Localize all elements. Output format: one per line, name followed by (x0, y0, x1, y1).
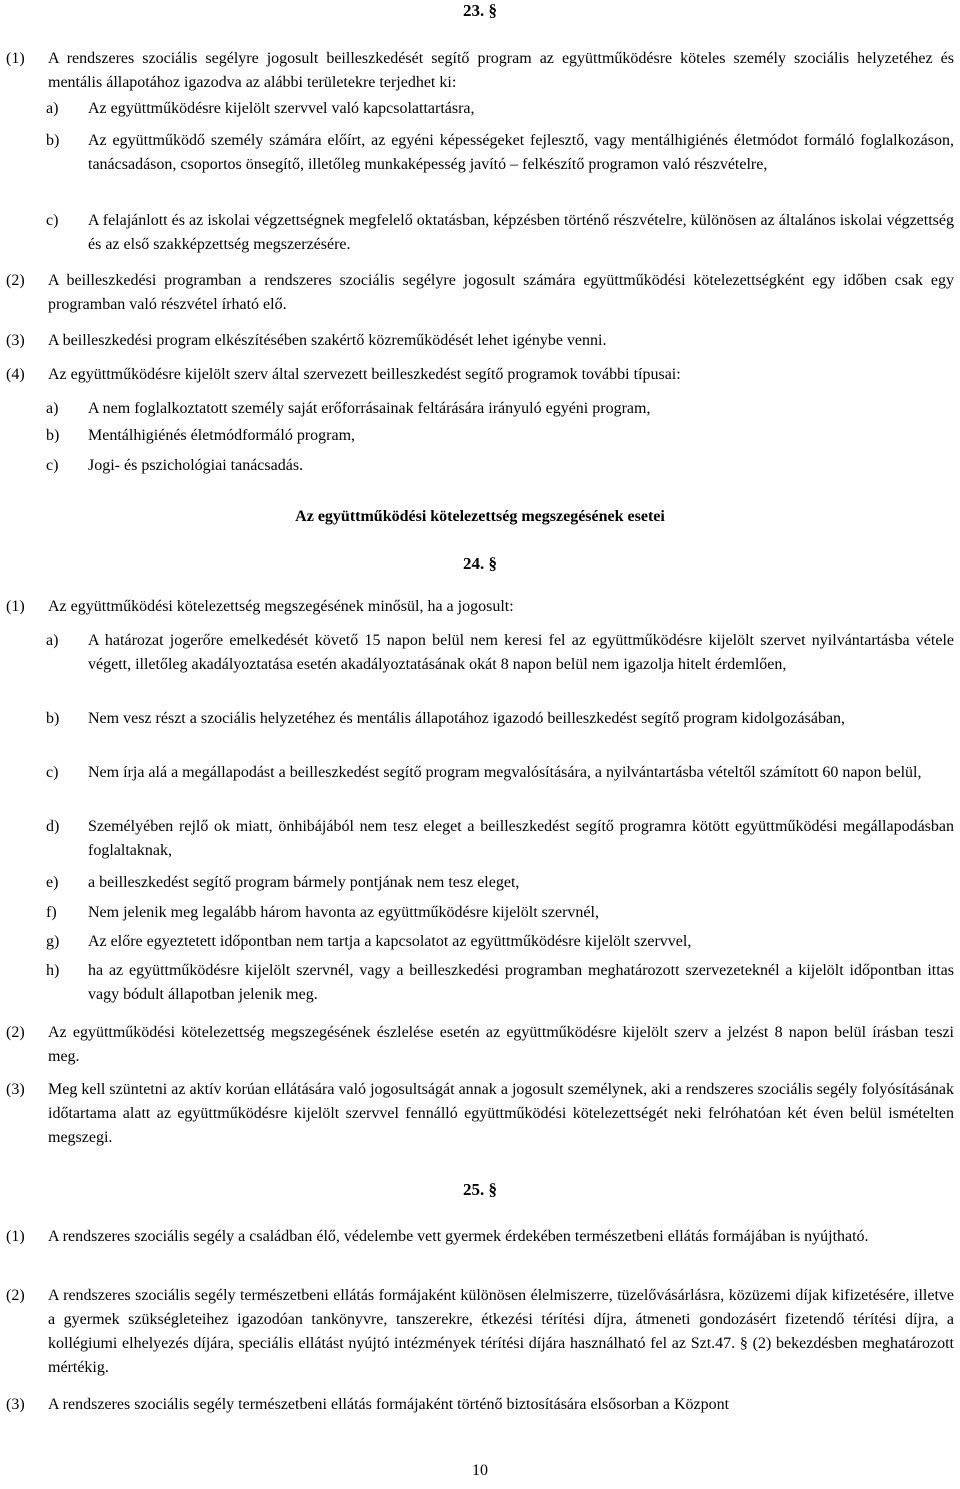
list-marker: b) (46, 427, 60, 444)
paragraph-23-3 (6, 329, 954, 353)
paragraph-marker: (4) (6, 366, 25, 383)
list-text: a beilleszkedést segítő program bármely pontjának nem tesz eleget, (88, 874, 520, 891)
paragraph-text: A rendszeres szociális segély a családban élő, védelembe vett gyermek érdekében természetbeni ellátás formájában is nyújtható. (48, 1228, 869, 1245)
list-marker: a) (46, 400, 59, 417)
list-item-23-4-a (46, 397, 954, 421)
list-text: A felajánlott és az iskolai végzettségnek megfelelő oktatásban, képzésben történő részvételre, különösen az általános iskolai végzettség és az első szakképzettség megszerzésére. (88, 212, 954, 253)
paragraph-marker: (1) (6, 50, 25, 67)
list-text: Mentálhigiénés életmódformáló program, (88, 427, 356, 444)
paragraph-marker: (2) (6, 1024, 25, 1041)
paragraph-25-1 (6, 1225, 954, 1249)
paragraph-marker: (1) (6, 1228, 25, 1245)
paragraph-23-1 (6, 47, 954, 95)
paragraph-text: A rendszeres szociális segélyre jogosult beilleszkedését segítő program az együttműködésre köteles személy szociális helyzetéhez és mentális állapotához igazodva az alábbi területekre terjedhet ki: (48, 50, 954, 91)
list-item-24-1-g (46, 930, 954, 954)
list-item-23-1-a (46, 97, 954, 121)
list-text: Személyében rejlő ok miatt, önhibájából nem tesz eleget a beilleszkedést segítő programra kötött együttműködési megállapodásban foglaltaknak, (88, 818, 954, 859)
list-text: Jogi- és pszichológiai tanácsadás. (88, 457, 304, 474)
paragraph-marker: (2) (6, 272, 25, 289)
paragraph-marker: (3) (6, 1081, 25, 1098)
list-marker: f) (46, 904, 57, 921)
list-marker: b) (46, 132, 60, 149)
paragraph-text: A rendszeres szociális segély természetbeni ellátás formájaként történő biztosítására elsősorban a Központ (48, 1396, 730, 1413)
list-marker: c) (46, 212, 59, 229)
section-title-24: 24. § (463, 554, 497, 573)
list-item-24-1-h (46, 959, 954, 1007)
list-text: Nem jelenik meg legalább három havonta az együttműködésre kijelölt szervnél, (88, 904, 599, 921)
list-item-23-1-c (46, 209, 954, 257)
paragraph-23-2 (6, 269, 954, 317)
paragraph-23-4 (6, 363, 954, 387)
list-marker: c) (46, 457, 59, 474)
paragraph-text: Az együttműködési kötelezettség megszegésének észlelése esetén az együttműködésre kijelölt szerv a jelzést 8 napon belül írásban teszi meg. (48, 1024, 954, 1065)
list-marker: h) (46, 962, 60, 979)
paragraph-25-3 (6, 1393, 954, 1417)
paragraph-text: Meg kell szüntetni az aktív korúan ellátására való jogosultságát annak a jogosult személynek, aki a rendszeres szociális segély folyósításának időtartama alatt az együttműködésre kijelölt szervvel fennálló együttműködési kötelezettségét neki felróhatóan két éven belül ismételten megszegi. (48, 1081, 954, 1146)
list-marker: a) (46, 100, 59, 117)
list-item-24-1-f (46, 901, 954, 925)
list-item-24-1-d (46, 815, 954, 863)
list-item-24-1-e (46, 871, 954, 895)
section-title-25: 25. § (463, 1180, 497, 1199)
list-item-24-1-b (46, 707, 954, 731)
paragraph-text: A beilleszkedési program elkészítésében szakértő közreműködését lehet igénybe venni. (48, 332, 607, 349)
list-marker: c) (46, 764, 59, 781)
list-text: Az együttműködésre kijelölt szervvel való kapcsolattartásra, (88, 100, 475, 117)
paragraph-text: A beilleszkedési programban a rendszeres szociális segélyre jogosult számára együttműködési kötelezettségként egy időben csak egy programban való részvétel írható elő. (48, 272, 954, 313)
paragraph-marker: (3) (6, 1396, 25, 1413)
list-text: Nem írja alá a megállapodást a beilleszkedést segítő program megvalósítására, a nyilvántartásba vételtől számított 60 napon belül, (88, 764, 922, 781)
list-item-24-1-c (46, 761, 954, 785)
list-item-23-1-b (46, 129, 954, 177)
list-text: ha az együttműködésre kijelölt szervnél, vagy a beilleszkedési programban meghatározott szervezeteknél a kijelölt időpontban ittas vagy bódult állapotban jelenik meg. (88, 962, 954, 1003)
list-marker: g) (46, 933, 60, 950)
paragraph-25-2 (6, 1284, 954, 1380)
list-item-23-4-c (46, 454, 954, 478)
paragraph-24-2 (6, 1021, 954, 1069)
list-text: A nem foglalkoztatott személy saját erőforrásainak feltárására irányuló egyéni program, (88, 400, 651, 417)
paragraph-text: Az együttműködési kötelezettség megszegésének minősül, ha a jogosult: (48, 598, 514, 615)
page-number: 10 (472, 1462, 488, 1479)
section-title-23: 23. § (463, 1, 497, 20)
list-item-24-1-a (46, 629, 954, 677)
paragraph-24-1 (6, 595, 954, 619)
paragraph-marker: (2) (6, 1287, 25, 1304)
list-text: A határozat jogerőre emelkedését követő 15 napon belül nem keresi fel az együttműködésre kijelölt szervet nyilvántartásba vétele végett, illetőleg akadályoztatása esetén akadályoztatásának okát 8 napon belül nem igazolja hitelt érdemlően, (88, 632, 954, 673)
list-text: Nem vesz részt a szociális helyzetéhez és mentális állapotához igazodó beilleszkedést segítő program kidolgozásában, (88, 710, 846, 727)
list-text: Az előre egyeztetett időpontban nem tartja a kapcsolatot az együttműködésre kijelölt szervvel, (88, 933, 692, 950)
list-marker: a) (46, 632, 59, 649)
paragraph-text: A rendszeres szociális segély természetbeni ellátás formájaként különösen élelmiszerre, tüzelővásárlásra, közüzemi díjak kifizetésére, illetve a gyermek szükségleteihez igazodóan tankönyvre, tanszerekre, étkezési térítési díjra, átmeneti gondozásért fizetendő térítési díjra, a kollégiumi elhelyezés díjára, speciális ellátást nyújtó intézmények térítési díjára használható fel az Szt.47. § (2) bekezdésben meghatározott mértékig. (48, 1287, 954, 1376)
list-marker: e) (46, 874, 59, 891)
paragraph-marker: (1) (6, 598, 25, 615)
paragraph-text: Az együttműködésre kijelölt szerv által szervezett beilleszkedést segítő programok további típusai: (48, 366, 681, 383)
list-marker: d) (46, 818, 60, 835)
list-marker: b) (46, 710, 60, 727)
section-subheading: Az együttműködési kötelezettség megszegésének esetei (295, 508, 665, 525)
list-text: Az együttműködő személy számára előírt, az egyéni képességeket fejlesztő, vagy mentálhigiénés életmódot formáló foglalkozáson, tanácsadáson, csoportos önsegítő, illetőleg munkaképesség javító – felkészítő programon való részvételre, (88, 132, 954, 173)
paragraph-24-3 (6, 1078, 954, 1150)
list-item-23-4-b (46, 424, 954, 448)
paragraph-marker: (3) (6, 332, 25, 349)
